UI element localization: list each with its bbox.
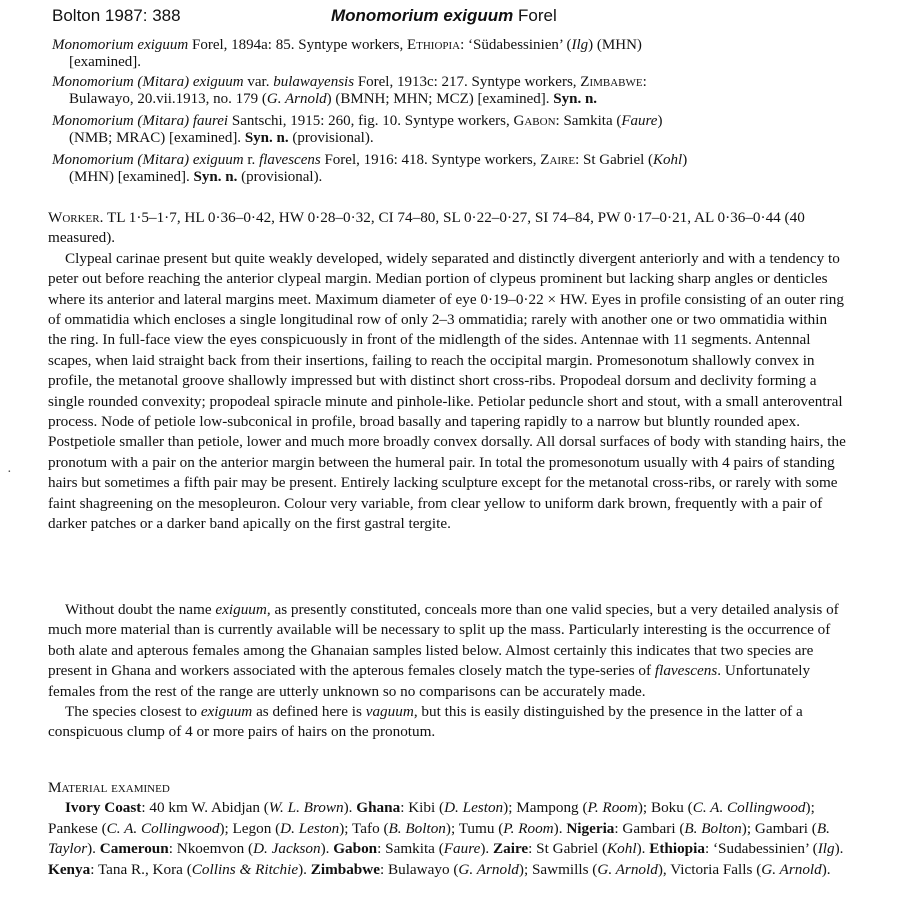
collector-name: G. Arnold [458, 860, 519, 878]
collector-name: G. Arnold [597, 860, 658, 878]
synonym-entry: Monomorium (Mitara) faurei Santschi, 1915: 260, fig. 10. Syntype workers, Gabon: Samkita (Faure) (NMB; MRAC) [examined]. Syn. n. (provisional). [52, 113, 663, 146]
synonym-status: Syn. n. [193, 169, 238, 185]
description-paragraph: Clypeal carinae present but quite weakly developed, widely separated and distinctly divergent anteriorly and with a tendency to peter out before reaching the anterior clypeal margin. Median portion of clypeus prominent but lacking sharp angles or denticles where its anterior and lateral margins meet. Maximum diameter of eye 0·19–0·22 × HW. Eyes in profile consisting of an outer ring of ommatidia which encloses a single longitudinal row of only 2–3 ommatidia; rarely with another one or two ommatidia within the ring. In full-face view the eyes conspicuously in front of the midlength of the sides. Antennae with 11 segments. Antennal scapes, when laid straight back from their insertions, failing to reach the occipital margin. Promesonotum shallowly convex in profile, the metanotal groove shallowly impressed but with distinct short cross-ribs. Propodeal dorsum and declivity forming a single rounded convexity; propodeal spiracle minute and pinhole-like. Petiolar peduncle short and stout, with a small anteroventral process. Node of petiole low-subconical in profile, broad basally and tapering rapidly to a narrow but bluntly rounded apex. Postpetiole smaller than petiole, lower and much more broadly convex dorsally. All dorsal surfaces of body with standing hairs, the pronotum with a pair on the anterior margin between the humeral pair. In total the promesonotum usually with 4 pairs of standing hairs but sometimes a fifth pair may be present. Entirely lacking sculpture except for the metanotal cross-ribs, or rarely with some faint shagreening on the mesopleuron. Colour very variable, from clear yellow to uniform dark brown, frequently with a pair of darker patches or a darker band apically on the first gastral tergite. [48, 249, 846, 533]
country-name: Zimbabwe [310, 860, 380, 878]
collector-name: P. Room [587, 799, 638, 817]
synonym-entry: Monomorium (Mitara) exiguum var. bulawayensis Forel, 1913c: 217. Syntype workers, Zimbabwe: Bulawayo, 20.vii.1913, no. 179 (G. Arnold) (BMNH; MHN; MCZ) [examined]. Syn. n. [52, 74, 647, 107]
country-name: Gabon [333, 840, 378, 858]
locality-text: ). [821, 860, 831, 878]
locality-text: ); Sawmills ( [518, 860, 598, 878]
citation-reference: Bolton 1987: 388 [52, 6, 181, 25]
discussion [48, 600, 848, 743]
worker-description [48, 208, 848, 535]
locality-text: : 40 km W. Abidjan ( [141, 799, 269, 817]
locality-text: ). [298, 860, 311, 878]
species-title [331, 6, 557, 26]
material-examined [48, 778, 848, 880]
collector-name: P. Room [503, 819, 554, 837]
locality-text: ); Legon ( [219, 819, 281, 837]
collector-name: C. A. Collingwood [692, 799, 806, 817]
section-label: Worker. [48, 209, 104, 226]
country-name: Zaire [493, 840, 529, 858]
synonym-status: Syn. n. [244, 130, 289, 146]
locality-text: ). [636, 840, 650, 858]
country-name: Cameroun [99, 840, 169, 858]
country-name: Ethiopia [649, 840, 705, 858]
synonym-status: Syn. n. [553, 91, 598, 107]
taxon-name: Monomorium (Mitara) exiguum [52, 74, 244, 90]
collector-name: Faure [443, 840, 481, 858]
collector-name: Ilg [817, 840, 835, 858]
collector-name: B. Bolton [684, 819, 742, 837]
country-label: Zaire: [540, 152, 580, 168]
country-label: Zimbabwe: [580, 74, 647, 90]
country-name: Ghana [356, 799, 401, 817]
locality-text: : Nkoemvon ( [168, 840, 254, 858]
locality-text: ). [343, 799, 357, 817]
page-header [52, 6, 872, 28]
locality-text: ). [834, 840, 844, 858]
margin-mark: · [7, 465, 12, 480]
collector-name: D. Leston [444, 799, 504, 817]
collector-name: B. Bolton [388, 819, 446, 837]
locality-text: ); Tumu ( [445, 819, 504, 837]
collector-name: W. L. Brown [268, 799, 344, 817]
taxon-name: Monomorium exiguum [52, 37, 189, 53]
species-name: Monomorium exiguum [331, 6, 514, 25]
taxon-name: Monomorium (Mitara) faurei [52, 113, 229, 129]
taxon-name: Monomorium (Mitara) exiguum [52, 152, 244, 168]
collector-name: B. Taylor [48, 819, 830, 858]
locality-text: : Samkita ( [377, 840, 444, 858]
collector-name: Kohl [607, 840, 637, 858]
locality-text: ). [480, 840, 493, 858]
collector-name: D. Leston [280, 819, 340, 837]
synonym-entry: Monomorium exiguum Forel, 1894a: 85. Syntype workers, Ethiopia: ‘Südabessinien’ (Ilg) (MHN) [examined]. [52, 37, 642, 70]
locality-text: : St Gabriel ( [528, 840, 608, 858]
country-name: Ivory Coast [65, 799, 142, 817]
discussion-paragraph: Without doubt the name exiguum, as presently constituted, conceals more than one valid species, but a very detailed analysis of much more material than is currently available will be necessary to split up the mass. Particularly interesting is the occurrence of both alate and apterous females among the Ghanaian samples listed below. Almost certainly this indicates that two species are present in Ghana and workers associated with the apterous females closely match the type-series of flavescens. Unfortunately females from the rest of the range are utterly unknown so no comparisons can be accurately made. [48, 601, 839, 700]
locality-text: ); Tafo ( [339, 819, 389, 837]
locality-text: ), Victoria Falls ( [657, 860, 762, 878]
country-name: Nigeria [566, 819, 615, 837]
locality-text: ); Mampong ( [503, 799, 588, 817]
locality-text: ). [87, 840, 100, 858]
locality-text: : Gambari ( [614, 819, 685, 837]
section-heading: Material examined [48, 779, 170, 796]
locality-text: : Tana R., Kora ( [90, 860, 192, 878]
locality-text: ). [553, 819, 567, 837]
discussion-paragraph: The species closest to exiguum as defined here is vaguum, but this is easily distinguished by the presence in the latter of a conspicuous clump of 4 or more pairs of hairs on the pronotum. [48, 703, 803, 741]
collector-name: Collins & Ritchie [191, 860, 299, 878]
country-name: Kenya [48, 860, 91, 878]
locality-text: : Kibi ( [400, 799, 445, 817]
collector-name: C. A. Collingwood [106, 819, 220, 837]
country-label: Gabon: [513, 113, 560, 129]
locality-text: : ‘Sudabessinien’ ( [704, 840, 818, 858]
collector-name: D. Jackson [253, 840, 321, 858]
material-list [48, 798, 848, 880]
country-label: Ethiopia: [406, 37, 465, 53]
species-author: Forel [518, 6, 557, 25]
locality-text: ); Boku ( [637, 799, 693, 817]
locality-text: ). [320, 840, 334, 858]
locality-text: : Bulawayo ( [379, 860, 459, 878]
collector-name: G. Arnold [761, 860, 822, 878]
synonym-entry: Monomorium (Mitara) exiguum r. flavescens Forel, 1916: 418. Syntype workers, Zaire: St Gabriel (Kohl) (MHN) [examined]. Syn. n. (provisional). [52, 152, 688, 185]
locality-text: ); Gambari ( [741, 819, 817, 837]
measurements: TL 1·5–1·7, HL 0·36–0·42, HW 0·28–0·32, CI 74–80, SL 0·22–0·27, SI 74–84, PW 0·17–0·21, AL 0·36–0·44 (40 measured). [48, 209, 805, 247]
locality-text: ); Pankese ( [48, 799, 815, 837]
